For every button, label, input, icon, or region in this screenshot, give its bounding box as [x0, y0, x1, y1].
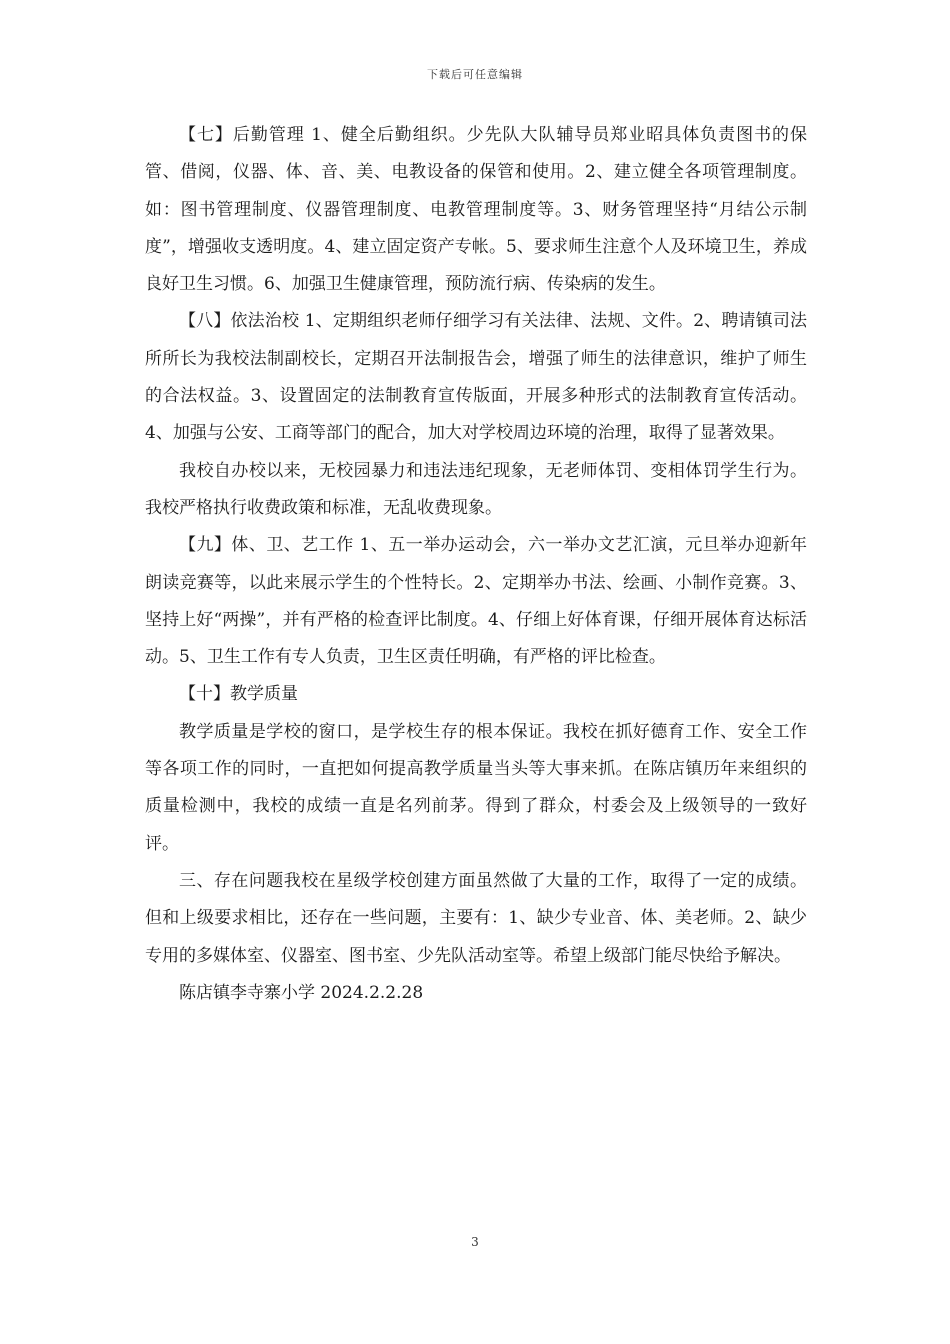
signature-line: 陈店镇李寺寨小学 2024.2.2.28 [179, 982, 424, 1003]
paragraph-sports-health-arts: 【九】体、卫、艺工作 1、五一举办运动会，六一举办文艺汇演，元旦举办迎新年朗读竞赛等，以此来展示学生的个性特长。2、定期举办书法、绘画、小制作竞赛。3、坚持上好“两操”，并有严格的检查评比制度。4、仔细上好体育课，仔细开展体育达标活动。5、卫生工作有专人负责，卫生区责任明确，有严格的评比检查。 [145, 535, 807, 668]
paragraph-logistics: 【七】后勤管理 1、健全后勤组织。少先队大队辅导员郑业昭具体负责图书的保管、借阅，仪器、体、音、美、电教设备的保管和使用。2、建立健全各项管理制度。如：图书管理制度、仪器管理制度、电教管理制度等。3、财务管理坚持“月结公示制度”，增强收支透明度。4、建立固定资产专帐。5、要求师生注意个人及环境卫生，养成良好卫生习惯。6、加强卫生健康管理，预防流行病、传染病的发生。 [145, 125, 807, 295]
section-heading-teaching-quality: 【十】教学质量 [179, 684, 298, 705]
document-body [145, 117, 807, 1012]
paragraph-teaching-quality: 教学质量是学校的窗口，是学校生存的根本保证。我校在抓好德育工作、安全工作等各项工作的同时，一直把如何提高教学质量当头等大事来抓。在陈店镇历年来组织的质量检测中，我校的成绩一直是名列前茅。得到了群众，村委会及上级领导的一致好评。 [145, 721, 807, 854]
page-number: 3 [471, 1235, 479, 1249]
paragraph-existing-problems: 三、存在问题我校在星级学校创建方面虽然做了大量的工作，取得了一定的成绩。但和上级要求相比，还存在一些问题，主要有：1、缺少专业音、体、美老师。2、缺少专用的多媒体室、仪器室、图书室、少先队活动室等。希望上级部门能尽快给予解决。 [145, 870, 807, 966]
page-header-note: 下载后可任意编辑 [427, 68, 523, 81]
paragraph-rule-of-law: 【八】依法治校 1、定期组织老师仔细学习有关法律、法规、文件。2、聘请镇司法所所长为我校法制副校长，定期召开法制报告会，增强了师生的法律意识，维护了师生的合法权益。3、设置固定的法制教育宣传版面，开展多种形式的法制教育宣传活动。4、加强与公安、工商等部门的配合，加大对学校周边环境的治理，取得了显著效果。 [145, 311, 807, 444]
paragraph-no-violations: 我校自办校以来，无校园暴力和违法违纪现象，无老师体罚、变相体罚学生行为。我校严格执行收费政策和标准，无乱收费现象。 [145, 460, 807, 518]
